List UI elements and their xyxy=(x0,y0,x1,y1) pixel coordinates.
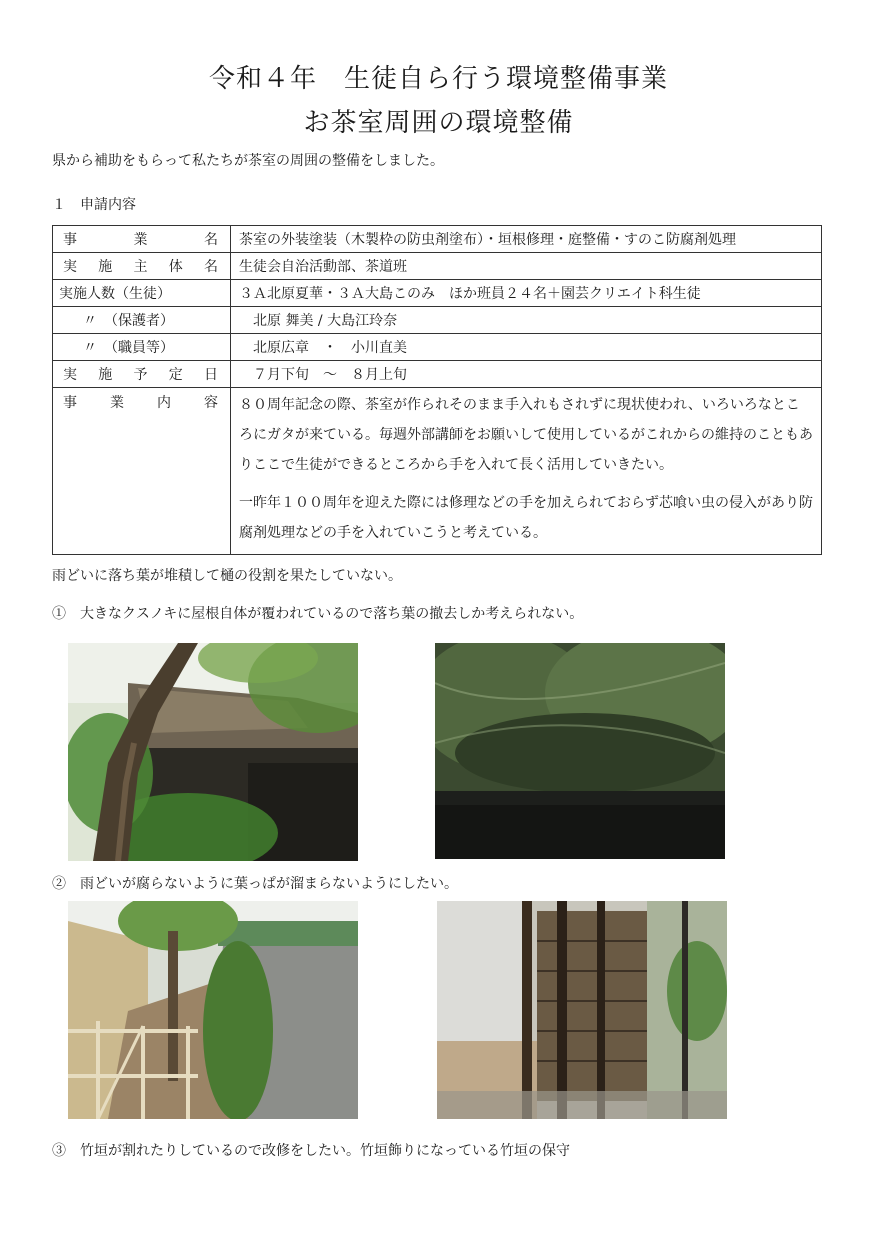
row-label: 実施主体名 xyxy=(53,253,231,280)
application-table xyxy=(52,225,822,555)
row-label: 実施人数（生徒） xyxy=(53,280,231,307)
content-paragraph: ８０周年記念の際、茶室が作られそのまま手入れもされずに現状使われ、いろいろなところにガタが来ている。毎週外部講師をお願いして使用しているがこれからの維持のこともありここで生徒ができるところから手を入れて長く活用していきたい。 xyxy=(239,397,813,473)
row-value xyxy=(231,388,822,555)
row-label: 実施予定日 xyxy=(53,361,231,388)
row-value: ７月下旬 ～ ８月上旬 xyxy=(231,361,822,388)
intro-text: 県から補助をもらって私たちが茶室の周囲の整備をしました。 xyxy=(52,153,444,169)
table-row xyxy=(53,307,822,334)
row-value: ３Ａ北原夏華・３Ａ大島このみ ほか班員２４名＋園芸クリエイト科生徒 xyxy=(231,280,822,307)
item-2: ② 雨どいが腐らないように葉っぱが溜まらないようにしたい。 xyxy=(52,876,458,892)
page-subtitle: お茶室周囲の環境整備 xyxy=(303,108,574,138)
table-row xyxy=(53,334,822,361)
item-1: ① 大きなクスノキに屋根自体が覆われているので落ち葉の撤去しか考えられない。 xyxy=(52,606,584,622)
row-label: 事業名 xyxy=(53,226,231,253)
row-label: 〃 （保護者） xyxy=(53,307,231,334)
photo-tree-over-roof xyxy=(68,643,358,861)
table-row xyxy=(53,253,822,280)
photo-bamboo-screen xyxy=(437,901,727,1119)
table-row xyxy=(53,280,822,307)
table-row xyxy=(53,388,822,555)
row-value: 北原 舞美 / 大島江玲奈 xyxy=(231,307,822,334)
row-value: 茶室の外装塗装（木製枠の防虫剤塗布）・垣根修理・庭整備・すのこ防腐剤処理 xyxy=(231,226,822,253)
row-value: 生徒会自治活動部、茶道班 xyxy=(231,253,822,280)
photo-gutter-foliage xyxy=(435,643,725,859)
table-row xyxy=(53,361,822,388)
table-row xyxy=(53,226,822,253)
item-3: ③ 竹垣が割れたりしているので改修をしたい。竹垣飾りになっている竹垣の保守 xyxy=(52,1143,570,1159)
page-title: 令和４年 生徒自ら行う環境整備事業 xyxy=(208,64,668,94)
photo-garden-path xyxy=(68,901,358,1119)
row-label: 〃 （職員等） xyxy=(53,334,231,361)
content-paragraph: 一昨年１００周年を迎えた際には修理などの手を加えられておらず芯喰い虫の侵入があり防腐剤処理などの手を入れていこうと考えている。 xyxy=(239,495,813,541)
section-heading: １ 申請内容 xyxy=(52,197,136,213)
row-label: 事業内容 xyxy=(53,388,231,555)
row-value: 北原広章 ・ 小川直美 xyxy=(231,334,822,361)
gutter-note: 雨どいに落ち葉が堆積して樋の役割を果たしていない。 xyxy=(52,568,402,584)
